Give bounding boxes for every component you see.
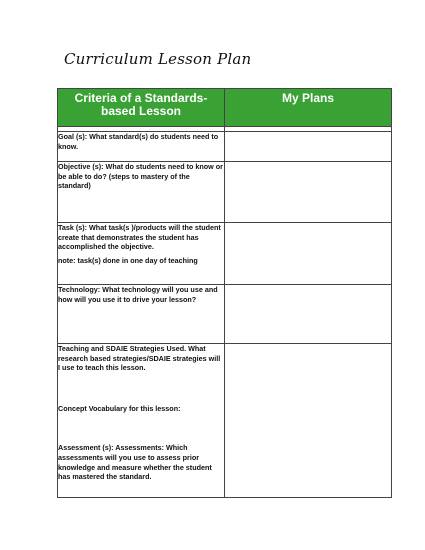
criteria-cell	[58, 223, 225, 285]
assessment-text: Assessment (s): Assessments: Which assessments will you use to assess prior knowledge and measure whether the student has mastered the standard.	[58, 443, 212, 482]
table-row-objectives	[58, 162, 392, 223]
table-row-tasks	[58, 223, 392, 285]
my-plans-column-header: My Plans	[225, 89, 392, 127]
plan-cell-tasks[interactable]	[225, 223, 392, 285]
plan-cell-technology[interactable]	[225, 285, 392, 344]
criteria-cell	[58, 344, 225, 498]
goal-text: Goal (s): What standard(s) do students need to know.	[58, 132, 219, 151]
task-text: Task (s): What task(s )/products will the student create that demonstrates the student has accomplished the objective.	[58, 223, 221, 252]
criteria-cell	[58, 162, 225, 223]
plan-cell-strategies[interactable]	[225, 344, 392, 498]
table-row-goals	[58, 132, 392, 162]
plan-cell-objectives[interactable]	[225, 162, 392, 223]
criteria-column-header: Criteria of a Standards-based Lesson	[58, 89, 225, 127]
objective-text: Objective (s): What do students need to know or be able to do? (steps to mastery of the standard)	[58, 162, 223, 191]
table-header-row	[58, 89, 392, 127]
plan-cell-goals[interactable]	[225, 132, 392, 162]
lesson-plan-table	[57, 88, 392, 498]
document-title: Curriculum Lesson Plan	[64, 50, 252, 68]
task-note-text: note: task(s) done in one day of teaching	[58, 255, 198, 265]
criteria-cell	[58, 285, 225, 344]
table-row-technology	[58, 285, 392, 344]
technology-text: Technology: What technology will you use and how will you use it to drive your lesson?	[58, 285, 218, 304]
table-row-strategies	[58, 344, 392, 498]
criteria-cell	[58, 132, 225, 162]
vocabulary-text: Concept Vocabulary for this lesson:	[58, 403, 181, 413]
strategies-text: Teaching and SDAIE Strategies Used. What research based strategies/SDAIE strategies will I use to teach this lesson.	[58, 344, 221, 373]
